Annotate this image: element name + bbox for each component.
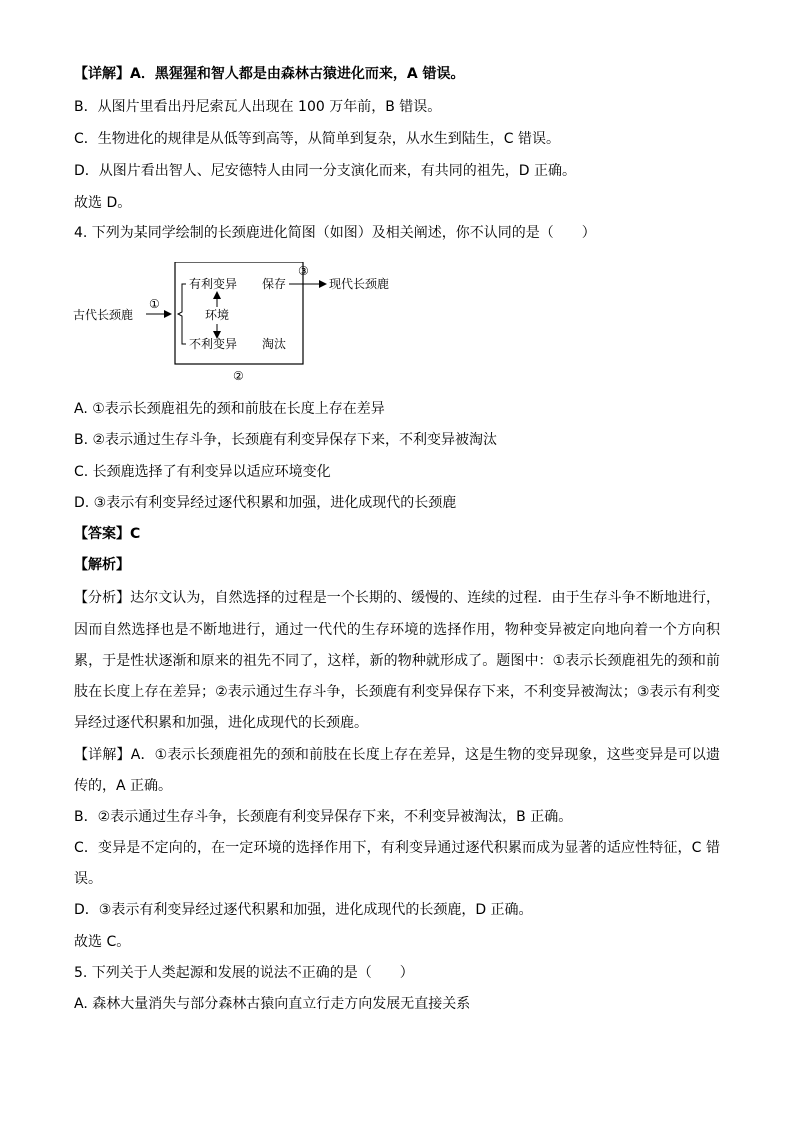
analysis-line-8: B．②表示通过生存斗争，长颈鹿有利变异保存下来，不利变异被淘汰，B 正确。 — [74, 809, 573, 825]
analysis-line-6: 【详解】A．①表示长颈鹿祖先的颈和前肢在长度上存在差异，这是生物的变异现象，这些变异是可以遗 — [74, 747, 720, 763]
analysis-line-2: 因而自然选择也是不断地进行，通过一代代的生存环境的选择作用，物种变异被定向地向着一个方向积 — [74, 622, 720, 638]
marker-1: ① — [149, 297, 160, 311]
detail-line-c: C．生物进化的规律是从低等到高等，从简单到复杂，从水生到陆生，C 错误。 — [74, 131, 560, 147]
marker-3: ③ — [298, 264, 309, 278]
option-c: C. 长颈鹿选择了有利变异以适应环境变化 — [74, 464, 331, 480]
question-5-stem: 5. 下列关于人类起源和发展的说法不正确的是（ ） — [74, 965, 414, 981]
modern-giraffe-label: 现代长颈鹿 — [329, 277, 390, 291]
analysis-line-1: 【分析】达尔文认为，自然选择的过程是一个长期的、缓慢的、连续的过程．由于生存斗争不断地进行， — [74, 590, 720, 606]
eliminate-label: 淘汰 — [262, 337, 287, 351]
analysis-line-10: 误。 — [74, 871, 102, 887]
option-d: D. ③表示有利变异经过逐代积累和加强，进化成现代的长颈鹿 — [74, 495, 457, 511]
analysis-line-5: 异经过逐代积累和加强，进化成现代的长颈鹿。 — [74, 715, 368, 731]
analysis-line-3: 累，于是性状逐渐和原来的祖先不同了，这样，新的物种就形成了。题图中：①表示长颈鹿祖先的颈和前 — [74, 653, 720, 669]
option-b: B. ②表示通过生存斗争，长颈鹿有利变异保存下来，不利变异被淘汰 — [74, 432, 498, 448]
ancient-giraffe-label: 古代长颈鹿 — [73, 308, 134, 322]
analysis-line-11: D．③表示有利变异经过逐代积累和加强，进化成现代的长颈鹿，D 正确。 — [74, 902, 533, 918]
giraffe-evolution-diagram — [70, 262, 400, 387]
question-5-option-a: A. 森林大量消失与部分森林古猿向直立行走方向发展无直接关系 — [74, 996, 471, 1012]
unfavorable-variation-label: 不利变异 — [189, 337, 238, 351]
analysis-line-9: C．变异是不定向的，在一定环境的选择作用下，有利变异通过逐代积累而成为显著的适应性特征，C 错 — [74, 840, 720, 856]
analysis-line-4: 肢在长度上存在差异；②表示通过生存斗争，长颈鹿有利变异保存下来，不利变异被淘汰；③表示有利变 — [74, 684, 720, 700]
detail-line-b: B．从图片里看出丹尼索瓦人出现在 100 万年前，B 错误。 — [74, 99, 442, 115]
question-4-stem: 4. 下列为某同学绘制的长颈鹿进化简图（如图）及相关阐述，你不认同的是（ ） — [74, 225, 596, 241]
option-a: A. ①表示长颈鹿祖先的颈和前肢在长度上存在差异 — [74, 401, 385, 417]
favorable-variation-label: 有利变异 — [189, 277, 238, 291]
analysis-line-12: 故选 C。 — [74, 934, 131, 950]
detail-line-d: D．从图片看出智人、尼安德特人由同一分支演化而来，有共同的祖先，D 正确。 — [74, 163, 577, 179]
analysis-line-7: 传的，A 正确。 — [74, 778, 173, 794]
answer-choice-line: 故选 D。 — [74, 195, 132, 211]
preserve-label: 保存 — [262, 277, 287, 291]
answer-label: 【答案】C — [74, 526, 141, 542]
analysis-heading: 【解析】 — [74, 557, 130, 573]
detail-line-a: 【详解】A．黑猩猩和智人都是由森林古猿进化而来，A 错误。 — [74, 66, 465, 82]
variation-brace — [178, 284, 186, 344]
marker-2: ② — [233, 369, 244, 383]
environment-label: 环境 — [205, 308, 230, 322]
